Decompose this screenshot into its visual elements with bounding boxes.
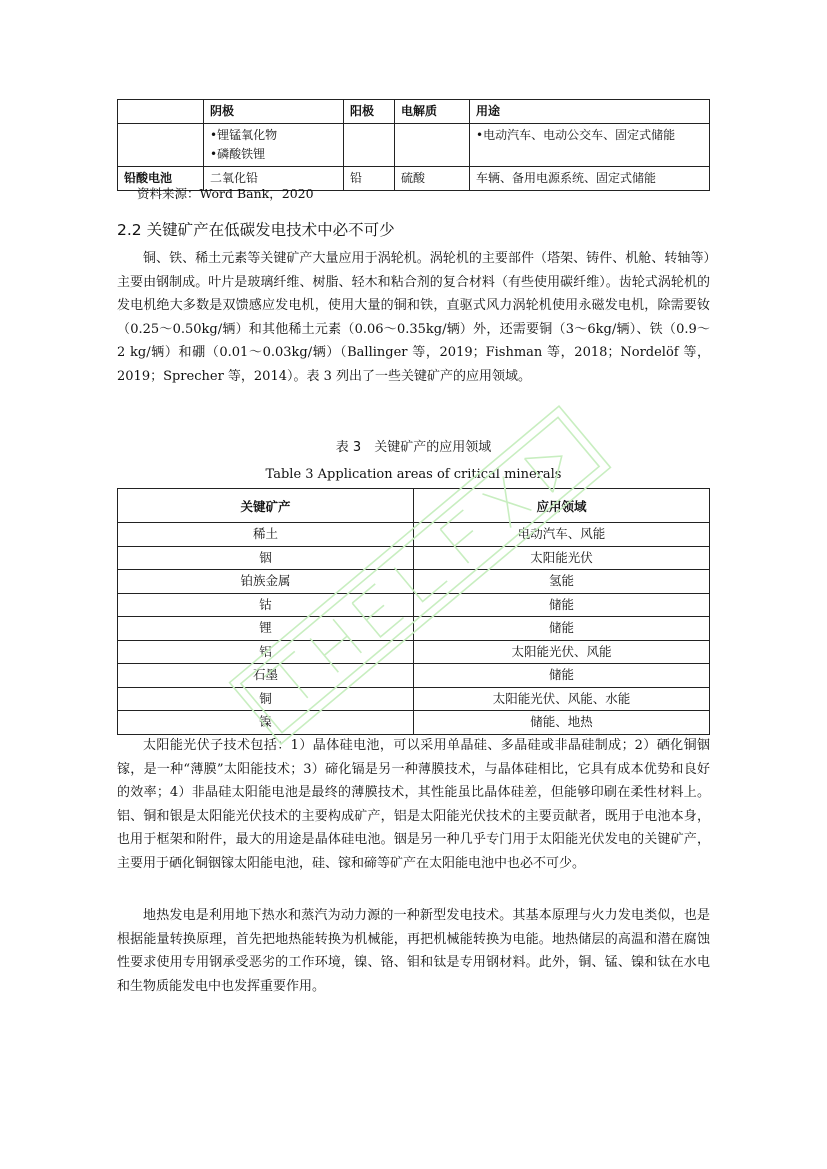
battery-table-header-row <box>118 100 710 124</box>
electrolyte-cell: 硫酸 <box>395 167 470 191</box>
application-cell: 储能、地热 <box>414 711 710 735</box>
minerals-table-header-row <box>118 489 710 523</box>
mineral-cell: 铂族金属 <box>118 570 414 594</box>
section-title: 2.2 关键矿产在低碳发电技术中必不可少 <box>117 221 395 239</box>
battery-table <box>117 99 710 191</box>
cathode-item: 二氧化铅 <box>210 171 259 185</box>
table-row <box>118 124 710 167</box>
header-cathode: 阴极 <box>204 100 344 124</box>
cathode-cell <box>204 124 344 167</box>
usage-cell: 车辆、备用电源系统、固定式储能 <box>470 167 710 191</box>
paragraph-turbines: 铜、铁、稀土元素等关键矿产大量应用于涡轮机。涡轮机的主要部件（塔架、铸件、机舱、转轴等）主要由钢制成。叶片是玻璃纤维、树脂、轻木和粘合剂的复合材料（有些使用碳纤维）。齿轮式涡轮机的发电机绝大多数是双馈感应发电机，使用大量的铜和铁，直驱式风力涡轮机使用永磁发电机，除需要钕（0.25～0.50kg/辆）和其他稀土元素（0.06～0.35kg/辆）外，还需要铜（3～6kg/辆）、铁（0.9～2 kg/辆）和硼（0.01～0.03kg/辆）（Ballinger 等，2019；Fishman 等，2018；Nordelöf 等，2019；Sprecher 等，2014）。表 3 列出了一些关键矿产的应用领域。 <box>117 251 710 384</box>
table-row <box>118 593 710 617</box>
cathode-item: •锂锰氧化物 <box>210 128 278 142</box>
anode-cell: 铅 <box>344 167 395 191</box>
table3-caption-en: Table 3 Application areas of critical minerals <box>265 467 562 482</box>
anode-cell <box>344 124 395 167</box>
mineral-cell: 石墨 <box>118 664 414 688</box>
header-mineral: 关键矿产 <box>118 489 414 523</box>
mineral-cell: 稀土 <box>118 523 414 547</box>
application-cell: 太阳能光伏 <box>414 546 710 570</box>
table3-caption-cn: 表 3 关键矿产的应用领域 <box>335 440 492 455</box>
row-label: 铅酸电池 <box>118 167 204 191</box>
header-empty <box>118 100 204 124</box>
paragraph-solar: 太阳能光伏子技术包括：1）晶体硅电池，可以采用单晶硅、多晶硅或非晶硅制成；2）硒化铜铟镓，是一种“薄膜”太阳能技术；3）碲化镉是另一种薄膜技术，与晶体硅相比，它具有成本优势和良好的效率；4）非晶硅太阳能电池是最终的薄膜技术，其性能虽比晶体硅差，但能够印刷在柔性材料上。铝、铜和银是太阳能光伏技术的主要构成矿产，铝是太阳能光伏技术的主要贡献者，既用于电池本身，也用于框架和附件，最大的用途是晶体硅电池。铟是另一种几乎专门用于太阳能光伏发电的关键矿产，主要用于硒化铜铟镓太阳能电池，硅、镓和碲等矿产在太阳能电池中也必不可少。 <box>117 738 710 871</box>
application-cell: 太阳能光伏、风能 <box>414 640 710 664</box>
mineral-cell: 钴 <box>118 593 414 617</box>
row-label <box>118 124 204 167</box>
mineral-cell: 铟 <box>118 546 414 570</box>
paragraph-geothermal: 地热发电是利用地下热水和蒸汽为动力源的一种新型发电技术。其基本原理与火力发电类似，也是根据能量转换原理，首先把地热能转换为机械能，再把机械能转换为电能。地热储层的高温和潜在腐蚀性要求使用专用钢承受恶劣的工作环境，镍、铬、钼和钛是专用钢材料。此外，铜、锰、镍和钛在水电和生物质能发电中也发挥重要作用。 <box>117 908 710 994</box>
table-row <box>118 687 710 711</box>
header-anode: 阳极 <box>344 100 395 124</box>
mineral-cell: 锂 <box>118 617 414 641</box>
application-cell: 储能 <box>414 593 710 617</box>
header-application: 应用领域 <box>414 489 710 523</box>
table-row <box>118 570 710 594</box>
table-row <box>118 711 710 735</box>
mineral-cell: 铝 <box>118 640 414 664</box>
table-row <box>118 546 710 570</box>
cathode-item: •磷酸铁锂 <box>210 147 266 161</box>
mineral-cell: 铜 <box>118 687 414 711</box>
table-row <box>118 617 710 641</box>
header-electrolyte: 电解质 <box>395 100 470 124</box>
application-cell: 储能 <box>414 617 710 641</box>
minerals-table <box>117 488 710 735</box>
table-row <box>118 664 710 688</box>
application-cell: 储能 <box>414 664 710 688</box>
table-row <box>118 640 710 664</box>
usage-cell: •电动汽车、电动公交车、固定式储能 <box>470 124 710 167</box>
application-cell: 氢能 <box>414 570 710 594</box>
source-note: 资料来源：Word Bank，2020 <box>137 186 314 201</box>
application-cell: 太阳能光伏、风能、水能 <box>414 687 710 711</box>
application-cell: 电动汽车、风能 <box>414 523 710 547</box>
electrolyte-cell <box>395 124 470 167</box>
header-usage: 用途 <box>470 100 710 124</box>
table-row <box>118 523 710 547</box>
mineral-cell: 镍 <box>118 711 414 735</box>
